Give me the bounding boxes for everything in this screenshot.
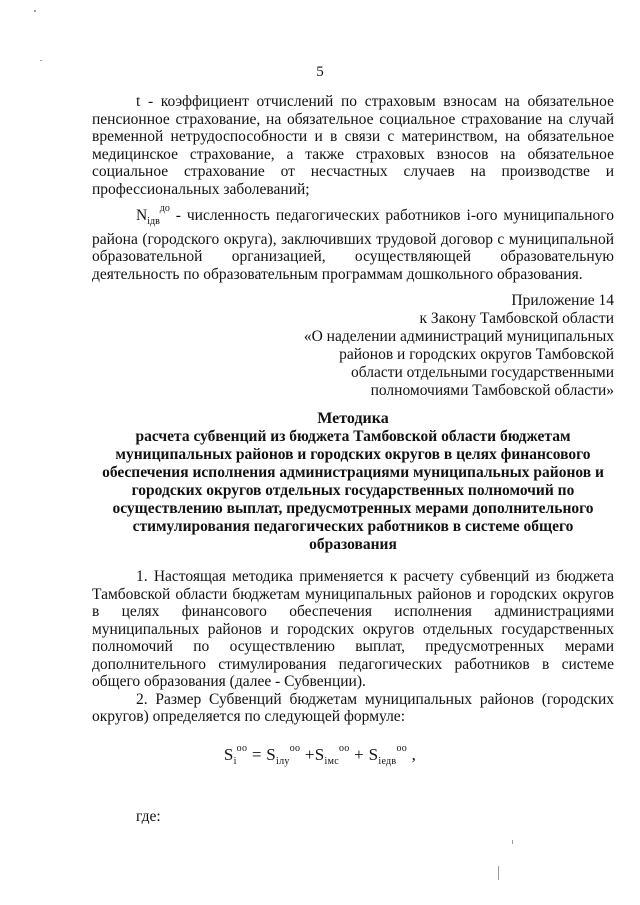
n-superscript: до: [159, 203, 170, 214]
formula-term-1-sup: оо: [289, 743, 301, 754]
n-subscript: iдв: [147, 216, 160, 227]
formula-term-3: S: [368, 745, 379, 764]
definition-t: t - коэффициент отчислений по страховым взносам на обязательное пенсионное страхование, на обязательное социальное страхование на случай временной нетрудоспособности и в связи с материнством, на обязательное медицинское страхование, а также страховых взносов на обязательное социальное страхование от несчастных случаев на производстве и профессиональных заболеваний;: [92, 93, 614, 198]
scan-speck: [34, 10, 36, 12]
scan-speck: [512, 840, 513, 844]
formula-end: ,: [407, 745, 417, 764]
n-description: - численность педагогических работников i-ого муниципального района (городского округа), заключивших трудовой договор с муниципальной образовательной организацией, осуществляющей образовательную деятельность по образовательным программам дошкольного образования.: [92, 207, 614, 283]
method-body: [92, 568, 614, 726]
appendix-line-1: Приложение 14: [511, 292, 614, 309]
formula-lhs: S: [223, 745, 234, 764]
appendix-header: [254, 292, 614, 400]
appendix-line-3: «О наделении администраций муниципальных: [303, 328, 614, 345]
paragraph-1: 1. Настоящая методика применяется к расчету субвенций из бюджета Тамбовской области бюджетам муниципальных районов и городских округов в целях финансового обеспечения исполнения администрациями муниципальных районов и городских округов отдельных государственных полномочий по осуществлению выплат, предусмотренных мерами дополнительного стимулирования педагогических работников в системе общего образования (далее - Субвенции).: [92, 568, 614, 690]
appendix-line-4: районов и городских округов Тамбовской: [339, 346, 614, 363]
scan-speck: [498, 866, 499, 880]
appendix-line-2: к Закону Тамбовской области: [419, 310, 614, 327]
formula-term-2: S: [314, 745, 325, 764]
n-symbol: N: [136, 207, 148, 224]
formula-term-2-sup: оо: [338, 743, 350, 754]
formula-lhs-sub: i: [233, 756, 237, 767]
appendix-line-6: полномочиями Тамбовской области»: [370, 382, 614, 399]
formula-term-3-sub: iедв: [378, 756, 397, 767]
where-label: где:: [136, 808, 161, 825]
formula-plus-2: +: [349, 745, 369, 764]
page-number: 5: [316, 64, 324, 80]
appendix-line-5: области отдельными государственными: [350, 364, 614, 381]
formula-eq: =: [247, 745, 267, 764]
method-title-block: [92, 410, 614, 554]
formula-term-3-sup: оо: [396, 743, 408, 754]
formula: [0, 740, 640, 771]
paragraph-2: 2. Размер Субвенций бюджетам муниципальных районов (городских округов) определяется по следующей формуле:: [92, 690, 614, 725]
formula-lhs-sup: оо: [236, 743, 248, 754]
definition-n: [92, 200, 614, 283]
definitions-block: [92, 93, 614, 283]
scan-speck: [40, 60, 42, 61]
formula-term-1: S: [266, 745, 277, 764]
formula-term-1-sub: iлу: [276, 756, 290, 767]
formula-plus-1: +: [300, 745, 315, 764]
method-heading: Методика: [317, 410, 389, 427]
formula-term-2-sub: iмс: [324, 756, 339, 767]
method-title: расчета субвенций из бюджета Тамбовской области бюджетам муниципальных районов и городских округов в целях финансового обеспечения исполнения администрациями муниципальных районов и городских округов отдельных государственных полномочий по осуществлению выплат, предусмотренных мерами дополнительного стимулирования педагогических работников в системе общего образования: [102, 428, 604, 553]
